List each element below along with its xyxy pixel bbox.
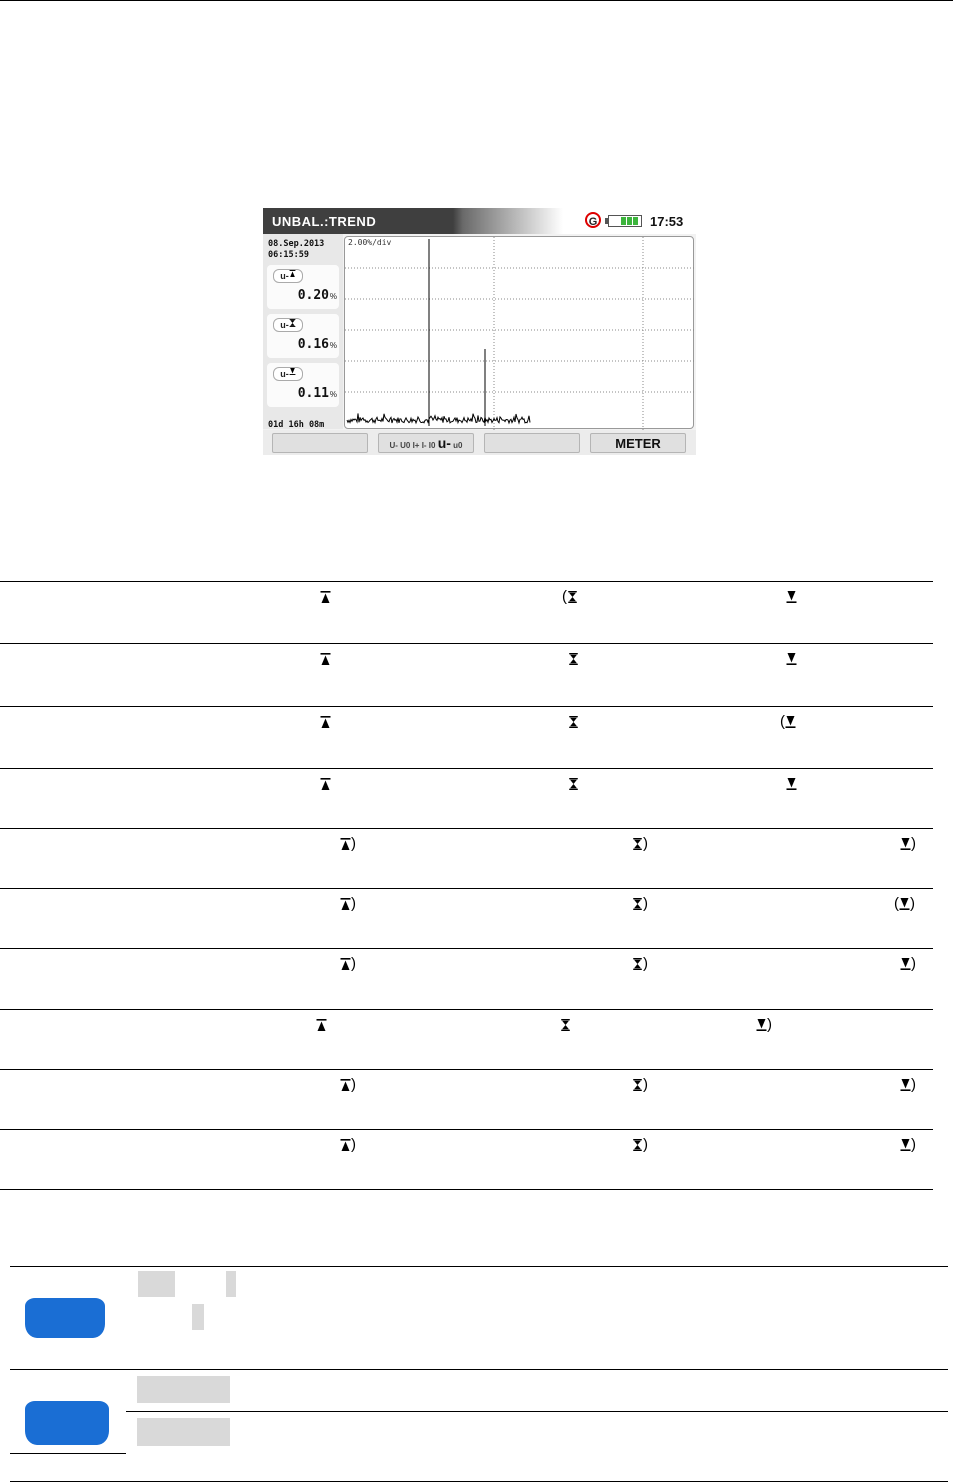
reading-value: 0.20 bbox=[297, 288, 329, 303]
softkey-3[interactable] bbox=[484, 433, 580, 453]
max-icon bbox=[320, 778, 331, 790]
max-icon bbox=[340, 958, 351, 970]
record-duration: 01d 16h 08m bbox=[268, 420, 325, 430]
clock: 17:53 bbox=[650, 214, 684, 229]
min-icon bbox=[786, 591, 797, 603]
trend-plot bbox=[344, 236, 694, 429]
table-rule bbox=[0, 1069, 933, 1070]
softkey-meter[interactable]: METER bbox=[590, 433, 686, 453]
softkey-2[interactable]: U- U0 I+ I- I0 u- u0 bbox=[378, 433, 474, 453]
paren: ( bbox=[780, 713, 785, 730]
max-icon bbox=[340, 898, 351, 910]
table-rule bbox=[0, 768, 933, 769]
paren: ) bbox=[643, 895, 648, 912]
table-symbol bbox=[320, 714, 331, 730]
table-symbol bbox=[568, 651, 579, 667]
avg-icon bbox=[632, 898, 643, 910]
key-table-rule bbox=[10, 1266, 948, 1267]
table-symbol bbox=[560, 1017, 571, 1033]
table-symbol bbox=[320, 589, 331, 605]
min-icon bbox=[900, 1079, 911, 1091]
reading-avg bbox=[267, 314, 339, 358]
table-symbol bbox=[568, 714, 579, 730]
min-icon bbox=[786, 653, 797, 665]
table-rule bbox=[0, 581, 933, 582]
max-icon bbox=[320, 716, 331, 728]
avg-icon bbox=[568, 778, 579, 790]
paren: ) bbox=[911, 1076, 916, 1093]
table-symbol bbox=[780, 714, 796, 730]
avg-icon bbox=[289, 319, 296, 327]
paren: ) bbox=[351, 835, 356, 852]
min-icon bbox=[900, 838, 911, 850]
paren: ) bbox=[911, 1136, 916, 1153]
paren: ) bbox=[911, 955, 916, 972]
key-label-placeholder bbox=[137, 1418, 230, 1446]
table-symbol bbox=[900, 956, 916, 972]
table-symbol bbox=[894, 896, 915, 912]
screen-title: UNBAL.:TREND bbox=[272, 214, 377, 229]
title-bar bbox=[263, 208, 696, 234]
key-table-rule bbox=[10, 1453, 126, 1454]
min-icon bbox=[786, 778, 797, 790]
keypad-button[interactable] bbox=[25, 1401, 109, 1445]
reading-value: 0.16 bbox=[297, 337, 329, 352]
table-rule bbox=[0, 828, 933, 829]
avg-icon bbox=[632, 838, 643, 850]
paren: ) bbox=[643, 835, 648, 852]
paren: ) bbox=[643, 1136, 648, 1153]
table-symbol bbox=[340, 836, 356, 852]
top-rule bbox=[0, 0, 953, 1]
table-rule bbox=[0, 1129, 933, 1130]
table-rule bbox=[0, 706, 933, 707]
min-icon bbox=[785, 716, 796, 728]
avg-icon bbox=[632, 1139, 643, 1151]
paren: ) bbox=[643, 955, 648, 972]
table-symbol bbox=[900, 1137, 916, 1153]
reading-label: u- bbox=[273, 367, 303, 381]
battery-icon bbox=[608, 215, 642, 227]
table-rule bbox=[0, 643, 933, 644]
table-symbol bbox=[340, 1137, 356, 1153]
key-table-rule bbox=[10, 1369, 948, 1370]
keypad-button[interactable] bbox=[25, 1298, 105, 1338]
reading-label: u- bbox=[273, 318, 303, 332]
trend-trace bbox=[347, 413, 530, 423]
table-symbol bbox=[340, 896, 356, 912]
reading-unit: % bbox=[329, 390, 337, 399]
gps-icon: G bbox=[585, 212, 601, 228]
table-rule bbox=[0, 888, 933, 889]
readings-panel bbox=[263, 234, 343, 429]
table-rule bbox=[0, 1009, 933, 1010]
key-table-rule bbox=[10, 1481, 948, 1482]
key-label-placeholder bbox=[138, 1271, 175, 1297]
max-icon bbox=[320, 591, 331, 603]
softkey-1[interactable] bbox=[272, 433, 368, 453]
paren: ) bbox=[351, 1136, 356, 1153]
avg-icon bbox=[560, 1019, 571, 1031]
max-icon bbox=[340, 838, 351, 850]
table-symbol bbox=[632, 1137, 648, 1153]
table-symbol bbox=[632, 956, 648, 972]
min-icon bbox=[900, 1139, 911, 1151]
table-symbol bbox=[568, 776, 579, 792]
table-symbol bbox=[786, 589, 797, 605]
table-symbol bbox=[756, 1017, 772, 1033]
table-symbol bbox=[786, 651, 797, 667]
table-symbol bbox=[316, 1017, 327, 1033]
min-icon bbox=[289, 368, 296, 375]
reading-unit: % bbox=[329, 292, 337, 301]
table-symbol bbox=[786, 776, 797, 792]
paren: ) bbox=[351, 1076, 356, 1093]
max-icon bbox=[340, 1139, 351, 1151]
max-icon bbox=[289, 270, 296, 277]
max-icon bbox=[340, 1079, 351, 1091]
avg-icon bbox=[568, 716, 579, 728]
max-icon bbox=[320, 653, 331, 665]
key-label-placeholder bbox=[137, 1376, 230, 1403]
reading-label: u- bbox=[273, 269, 303, 283]
key-table-rule bbox=[126, 1411, 948, 1412]
min-icon bbox=[899, 898, 910, 910]
table-symbol bbox=[340, 956, 356, 972]
table-symbol bbox=[320, 776, 331, 792]
reading-unit: % bbox=[329, 341, 337, 350]
paren: ) bbox=[911, 835, 916, 852]
avg-icon bbox=[567, 591, 578, 603]
avg-icon bbox=[632, 958, 643, 970]
min-icon bbox=[900, 958, 911, 970]
reading-value: 0.11 bbox=[297, 386, 329, 401]
paren: ) bbox=[351, 955, 356, 972]
record-start-time: 06:15:59 bbox=[268, 250, 309, 260]
table-symbol bbox=[320, 651, 331, 667]
avg-icon bbox=[568, 653, 579, 665]
table-rule bbox=[0, 1189, 933, 1190]
reading-max bbox=[267, 265, 339, 309]
table-symbol bbox=[340, 1077, 356, 1093]
reading-min bbox=[267, 363, 339, 407]
table-symbol bbox=[900, 836, 916, 852]
paren: ) bbox=[910, 895, 915, 912]
instrument-screen bbox=[263, 208, 696, 455]
record-date: 08.Sep.2013 bbox=[268, 239, 325, 249]
table-symbol bbox=[562, 589, 578, 605]
min-icon bbox=[756, 1019, 767, 1031]
max-icon bbox=[316, 1019, 327, 1031]
paren: ( bbox=[562, 588, 567, 605]
paren: ) bbox=[351, 895, 356, 912]
table-symbol bbox=[900, 1077, 916, 1093]
key-label-placeholder bbox=[192, 1304, 204, 1330]
softkey-bar bbox=[263, 430, 696, 455]
table-rule bbox=[0, 948, 933, 949]
paren: ( bbox=[894, 895, 899, 912]
table-symbol bbox=[632, 1077, 648, 1093]
trend-graph bbox=[345, 237, 695, 430]
paren: ) bbox=[643, 1076, 648, 1093]
paren: ) bbox=[767, 1016, 772, 1033]
table-symbol bbox=[632, 836, 648, 852]
avg-icon bbox=[632, 1079, 643, 1091]
key-label-placeholder bbox=[226, 1271, 236, 1297]
plot-scale: 2.00%/div bbox=[348, 238, 392, 247]
table-symbol bbox=[632, 896, 648, 912]
